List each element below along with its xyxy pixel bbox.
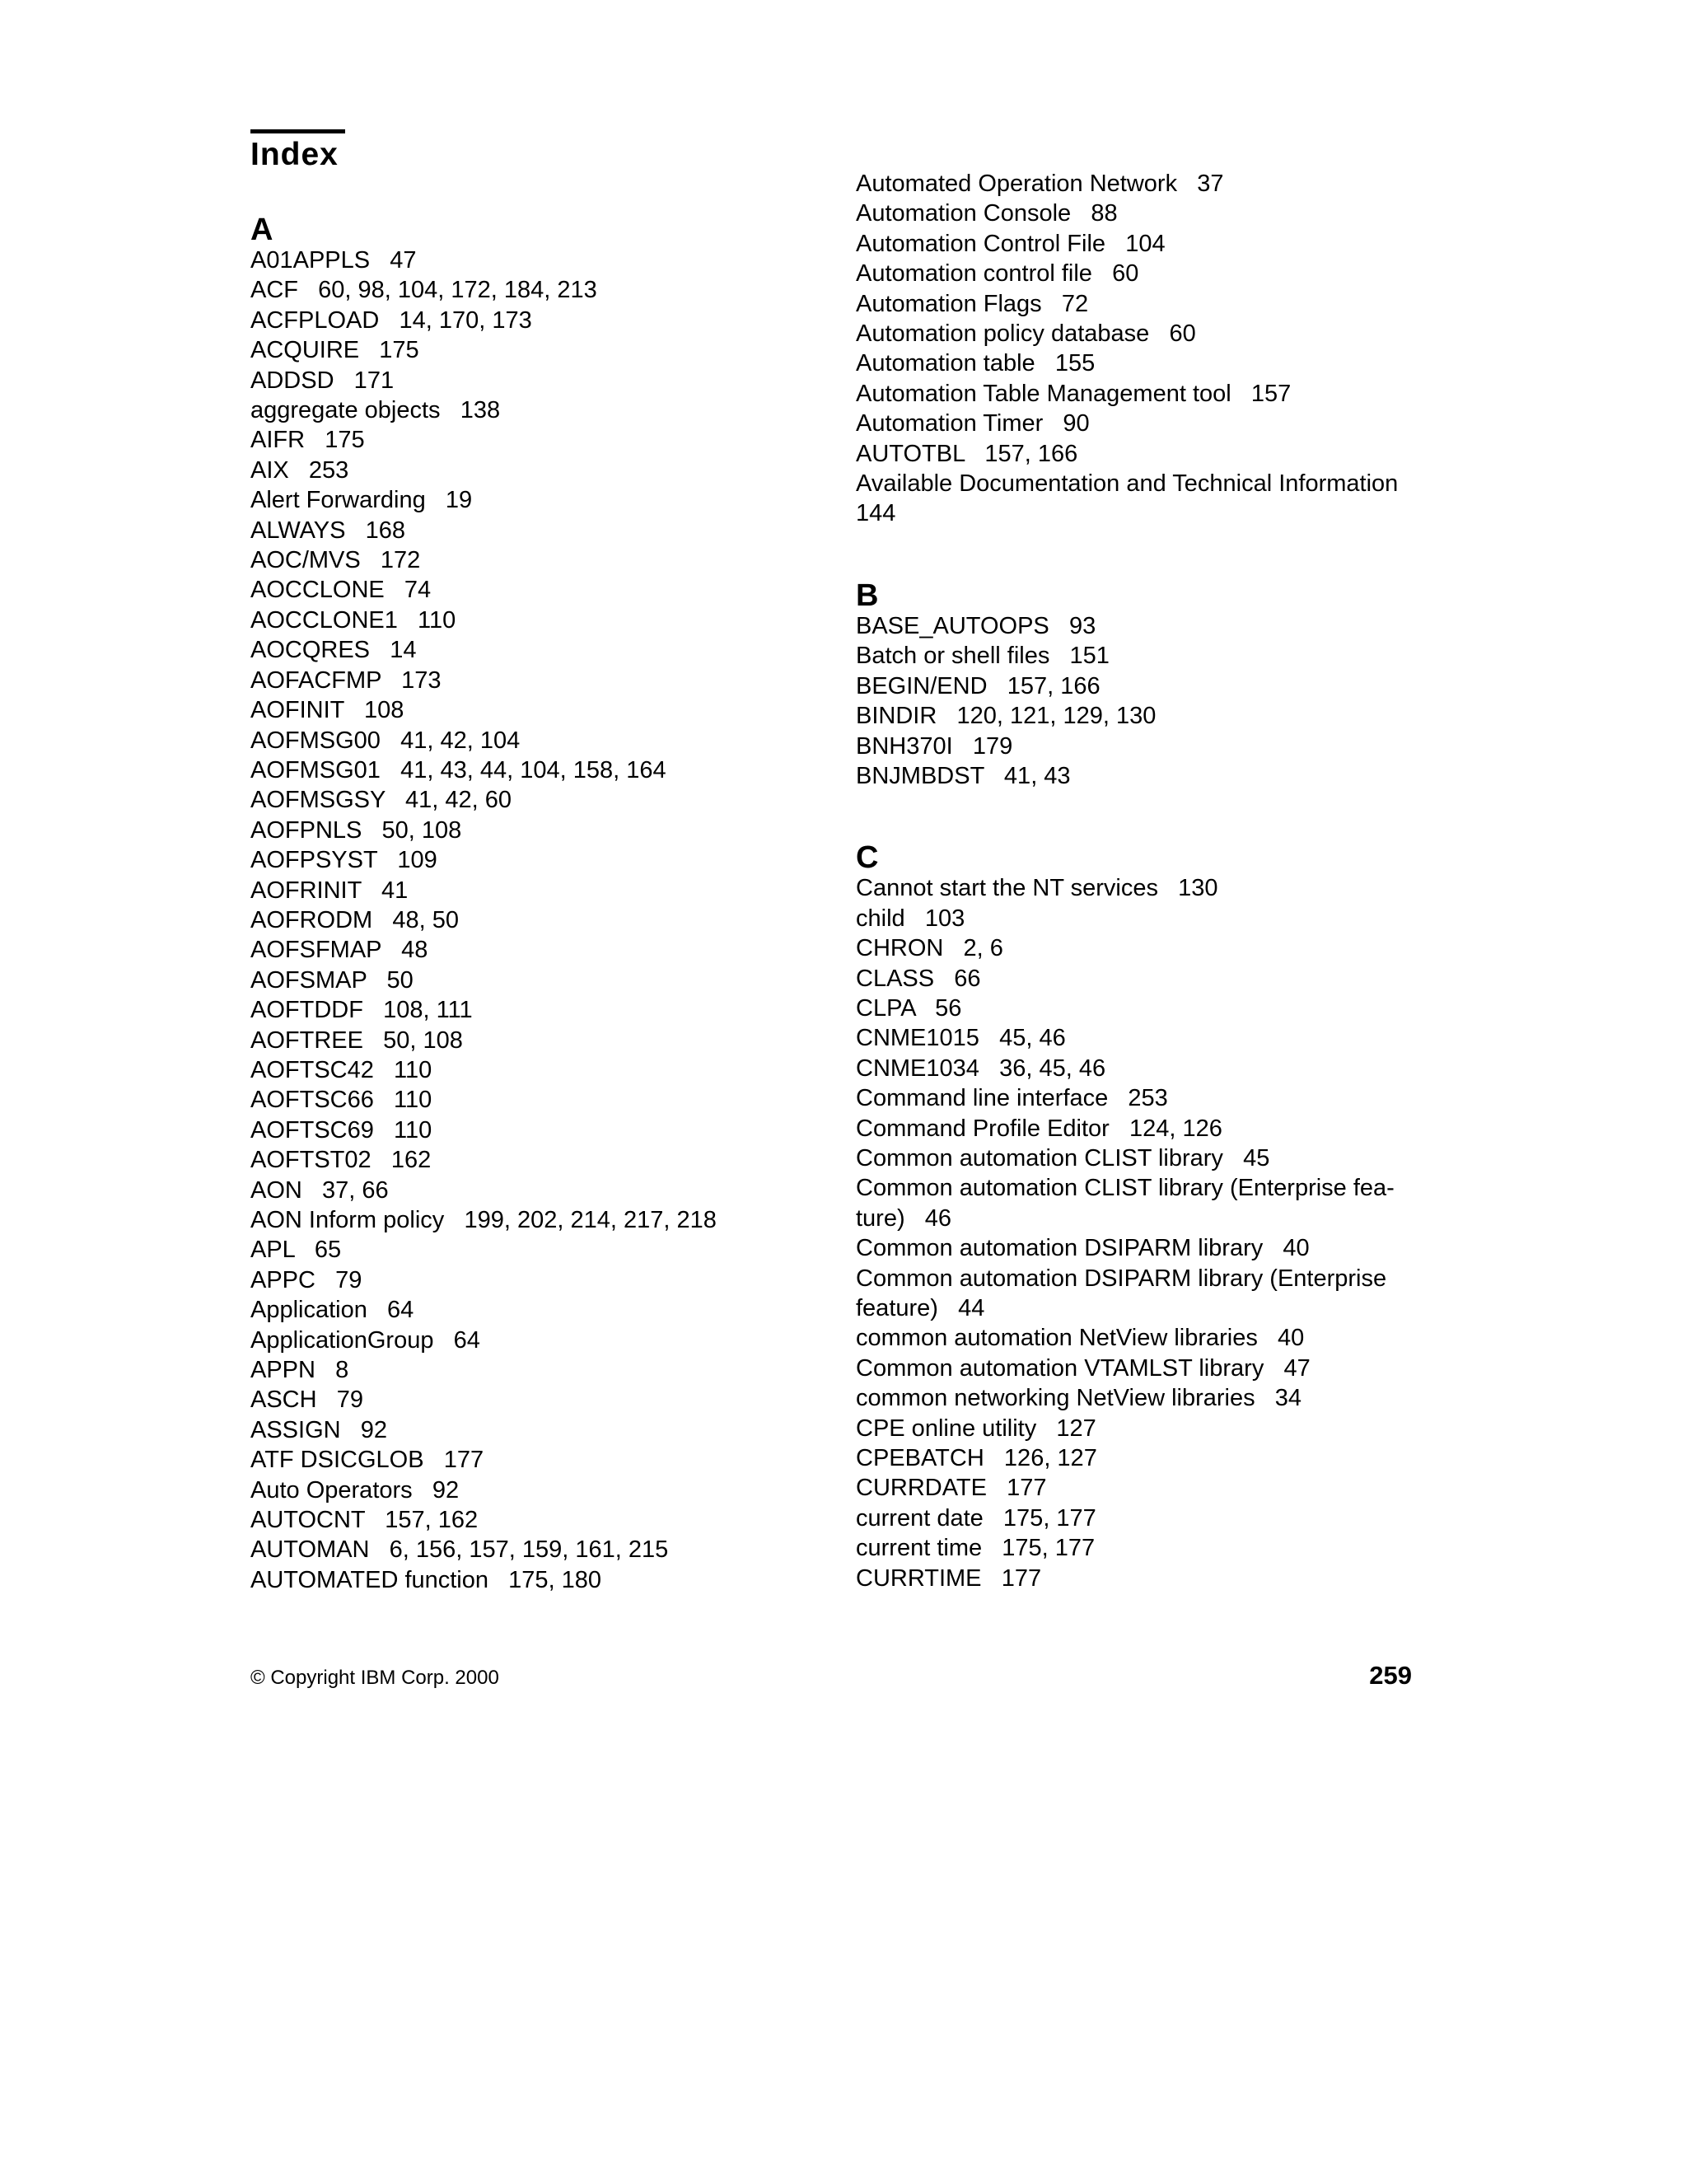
index-entry: AUTOTBL 157, 166: [856, 440, 1078, 467]
index-entry: BINDIR 120, 121, 129, 130: [856, 703, 1157, 730]
index-entry: ALWAYS 168: [250, 517, 406, 544]
index-entry: AOFRINIT 41: [250, 877, 409, 904]
index-entry: AOCCLONE1 110: [250, 606, 456, 634]
index-entry: CLPA 56: [856, 994, 962, 1022]
index-entry: AOFRODM 48, 50: [250, 906, 460, 933]
entries-a: [250, 246, 844, 1595]
index-entry: ADDSD 171: [250, 367, 395, 394]
index-entry: AOFTSC42 110: [250, 1056, 432, 1083]
index-entry: CPE online utility 127: [856, 1415, 1096, 1442]
index-entry: Automation policy database 60: [856, 320, 1196, 348]
index-entry: CHRON 2, 6: [856, 935, 1003, 962]
section-letter-b: B: [856, 578, 879, 613]
index-entry: Automation Control File 104: [856, 230, 1166, 257]
copyright-notice: © Copyright IBM Corp. 2000: [250, 1667, 499, 1689]
index-entry: Automation Console 88: [856, 200, 1118, 227]
index-entry: ACF 60, 98, 104, 172, 184, 213: [250, 277, 597, 304]
index-entry: Batch or shell files 151: [856, 643, 1110, 670]
index-entry: Common automation CLIST library 45: [856, 1144, 1270, 1172]
index-entry: Automation Timer 90: [856, 410, 1090, 437]
index-entry: AOFTSC69 110: [250, 1116, 432, 1143]
index-entry: AOFTDDF 108, 111: [250, 997, 473, 1024]
index-entry: APPN 8: [250, 1357, 349, 1384]
index-entry: CPEBATCH 126, 127: [856, 1445, 1097, 1472]
index-entry: Common automation VTAMLST library 47: [856, 1354, 1311, 1382]
page-title: Index: [250, 137, 339, 172]
index-entry: APL 65: [250, 1237, 342, 1264]
index-entry: Command line interface 253: [856, 1085, 1168, 1112]
index-entry: CNME1015 45, 46: [856, 1025, 1066, 1052]
index-entry: Alert Forwarding 19: [250, 487, 473, 514]
index-entry: AOFPSYST 109: [250, 847, 437, 874]
right-column: [856, 169, 1449, 1593]
index-entry-continuation: ture) 46: [856, 1204, 952, 1232]
section-gap: [856, 529, 1449, 570]
index-entry: AUTOMAN 6, 156, 157, 159, 161, 215: [250, 1536, 669, 1564]
index-entry: Command Profile Editor 124, 126: [856, 1115, 1222, 1142]
index-entry: ApplicationGroup 64: [250, 1326, 480, 1354]
index-entry: CURRDATE 177: [856, 1475, 1047, 1502]
index-entry: AOFACFMP 173: [250, 666, 442, 694]
entries-c: [856, 873, 1449, 1593]
section-letter-a: A: [250, 213, 273, 247]
index-entry: AOFSFMAP 48: [250, 937, 428, 964]
index-entry: Common automation DSIPARM library (Enterprise: [856, 1265, 1387, 1292]
index-entry: AOFMSGSY 41, 42, 60: [250, 787, 512, 814]
index-entry: ATF DSICGLOB 177: [250, 1447, 484, 1474]
section-gap: [856, 791, 1449, 832]
index-entry: AIX 253: [250, 456, 349, 484]
index-entry: Automation table 155: [856, 350, 1096, 377]
index-entry: BEGIN/END 157, 166: [856, 672, 1101, 699]
page-number: 259: [1369, 1661, 1412, 1690]
index-entry: AUTOCNT 157, 162: [250, 1507, 479, 1534]
index-entry: Available Documentation and Technical Information: [856, 470, 1399, 498]
section-letter-c: C: [856, 840, 879, 876]
entries-a-continued: [856, 169, 1449, 529]
entries-b: [856, 611, 1449, 791]
index-entry: AON Inform policy 199, 202, 214, 217, 218: [250, 1207, 717, 1233]
index-entry: current time 175, 177: [856, 1535, 1096, 1562]
index-entry: APPC 79: [250, 1266, 362, 1293]
index-entry: AOFTSC66 110: [250, 1087, 432, 1114]
index-entry: common automation NetView libraries 40: [856, 1325, 1305, 1352]
index-entry: AOCQRES 14: [250, 637, 417, 664]
index-entry: CURRTIME 177: [856, 1564, 1042, 1592]
index-entry: BASE_AUTOOPS 93: [856, 612, 1096, 639]
index-entry: ACFPLOAD 14, 170, 173: [250, 306, 532, 334]
index-entry: AOC/MVS 172: [250, 547, 421, 574]
index-entry: AOFTREE 50, 108: [250, 1027, 463, 1054]
index-entry: ASCH 79: [250, 1387, 363, 1414]
index-entry: A01APPLS 47: [250, 247, 417, 274]
index-entry: AUTOMATED function 175, 180: [250, 1566, 602, 1593]
index-entry: ACQUIRE 175: [250, 337, 419, 364]
index-entry: Application 64: [250, 1297, 414, 1324]
index-entry: AOFINIT 108: [250, 697, 404, 724]
index-entry-continuation: 144: [856, 500, 896, 527]
index-entry: Automation Flags 72: [856, 290, 1089, 317]
index-entry: AOFSMAP 50: [250, 966, 414, 994]
index-entry: AOFTST02 162: [250, 1147, 432, 1174]
index-entry: Automation Table Management tool 157: [856, 380, 1292, 407]
index-entry: CNME1034 36, 45, 46: [856, 1055, 1106, 1082]
index-entry: AOCCLONE 74: [250, 577, 432, 604]
index-entry: Automated Operation Network 37: [856, 171, 1224, 197]
index-entry: common networking NetView libraries 34: [856, 1385, 1302, 1412]
index-entry-continuation: feature) 44: [856, 1295, 985, 1321]
index-entry: AON 37, 66: [250, 1176, 389, 1204]
index-entry: Auto Operators 92: [250, 1476, 460, 1504]
index-entry: ASSIGN 92: [250, 1416, 388, 1443]
index-entry: AIFR 175: [250, 427, 365, 454]
index-entry: aggregate objects 138: [250, 397, 501, 424]
left-column: [250, 204, 844, 1595]
index-entry: AOFMSG00 41, 42, 104: [250, 727, 521, 754]
index-entry: BNJMBDST 41, 43: [856, 762, 1071, 789]
index-entry: AOFMSG01 41, 43, 44, 104, 158, 164: [250, 756, 666, 783]
index-entry: current date 175, 177: [856, 1504, 1096, 1532]
index-entry: Cannot start the NT services 130: [856, 875, 1218, 902]
index-entry: Common automation CLIST library (Enterprise fea-: [856, 1175, 1395, 1202]
index-entry: Common automation DSIPARM library 40: [856, 1235, 1310, 1262]
index-entry: child 103: [856, 905, 965, 932]
index-entry: AOFPNLS 50, 108: [250, 816, 462, 844]
index-entry: CLASS 66: [856, 965, 981, 992]
index-entry: BNH370I 179: [856, 732, 1013, 760]
index-entry: Automation control file 60: [856, 260, 1139, 288]
